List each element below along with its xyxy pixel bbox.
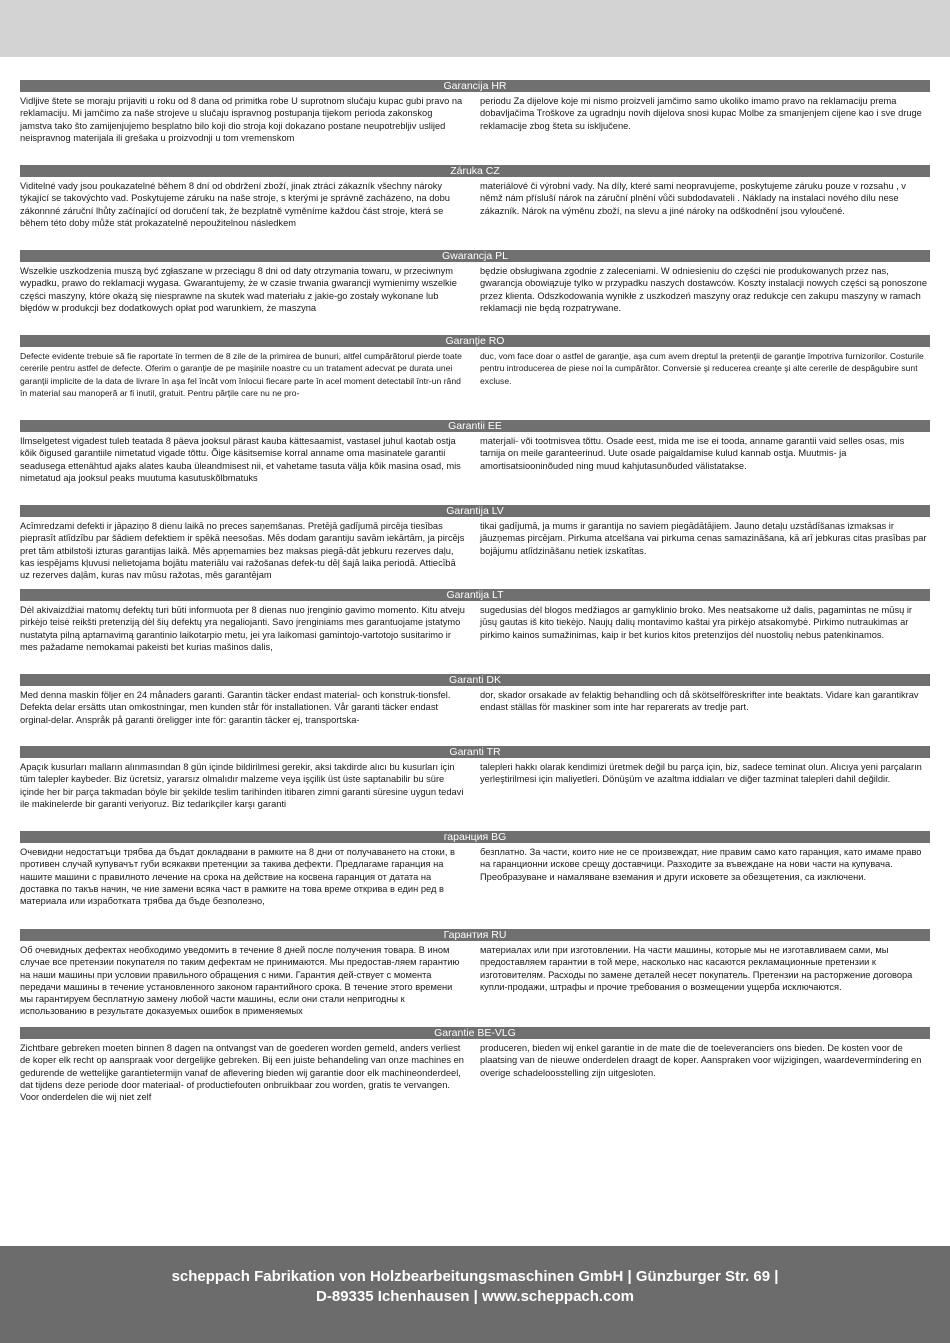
top-gray-band (0, 0, 950, 57)
section-text-right: materiálové či výrobní vady. Na díly, které sami neopravujeme, poskytujeme záruku pouze v rozsahu , v němž nám přísluší nárok na záruční plnění vůči subdodavateli . Náklady na instalaci nového dílu nese zákazník. Nárok na výměnu zboží, na slevu a jiné nároky na odškodnění jsou vyloučené. (480, 181, 906, 216)
section-text-right: produceren, bieden wij enkel garantie in de mate die de toeleveranciers ons bieden. De kosten voor de plaatsing van de nieuwe onderdelen draagt de koper. Aanspraken voor wijzigingen, waardevermindering en overige schadeloosstelling zijn uitgesloten. (480, 1043, 922, 1078)
section-body (20, 846, 930, 907)
section-title: Garanţie RO (20, 335, 930, 347)
section-text-right: duc, vom face doar o astfel de garanţie, aşa cum avem dreptul la pretenţii de garanţie împotriva furnizorilor. Costurile pentru introducerea de piese noi la cumpărător. Conversie şi reducerea creanţe şi alte cererile de despăgubire sunt excluse. (480, 351, 924, 386)
section-ee (20, 420, 930, 484)
section-text-right: материалах или при изготовлении. На части машины, которые мы не изготавливаем сами, мы предоставляем гарантии в той мере, насколько нас касаются рекламационные претензии к изготовителям. Расходы по замене деталей несет покупатель. Претензии на расторжение договора купли-продажи, штрафы и прочие требования о возмещении ущерба исключаются. (480, 945, 913, 992)
section-text-left: Vidljive štete se moraju prijaviti u roku od 8 dana od primitka robe U suprotnom slučaju kupac gubi pravo na reklamaciju. Mi jamčimo za naše strojeve u slučaju ispravnog postupanja tijekom perioda zakonskog jamstva tako što zamijenjujemo besplatno bilo koji dio stroja koji dokazano postane neupotrebljiv uslijed neispravnog materijala ili grešaka u proizvodnji u tom vremenskom (20, 96, 463, 143)
section-title: Garantija LV (20, 505, 930, 517)
section-text-left: Ilmselgetest vigadest tuleb teatada 8 päeva jooksul pärast kauba kättesaamist, vastasel juhul kaotab ostja kõik õigused garantiile nimetatud vigade tõttu. Õige käsitsemise korral anname oma masinatele garantii seadusega ettenähtud ajaks alates kauba üleandmisest nii, et vahetame tasuta välja kõik masina osad, mis nimetatud aja jooksul peaks muutuma kasutuskõlbmatuks (20, 436, 461, 483)
section-title: Garanti TR (20, 746, 930, 758)
section-text-left: Об очевидных дефектах необходимо уведомить в течение 8 дней после получения товара. В ином случае все претензии покупателя по таким дефектам не принимаются. Мы предостав-ляем гарантию на наши машины при условии правильного обращения с ними. Гарантия дей-ствует с момента передачи машины в течение установленного законом гарантийного срока. В течение этого времени мы гарантируем бесплатную замену любой части машины, если они стали непригодны к использованию в результате доказуемых ошибок в применяемых (20, 945, 460, 1017)
section-hr (20, 80, 930, 144)
section-title: Garantija LT (20, 589, 930, 601)
footer-address (0, 1267, 950, 1307)
section-text-left: Med denna maskin följer en 24 månaders garanti. Garantin täcker endast material- och konstruk-tionsfel. Defekta delar ersätts utan omkostningar, men kunden står för installationen. Vår garanti täcker endast orginal-delar. Anspråk på garanti öreligger inte för: garantin täcker ej, transportska- (20, 690, 451, 725)
section-text-left: Dėl akivaizdžiai matomų defektų turi būti informuota per 8 dienas nuo įrenginio gavimo momento. Kitu atveju pirkėjo teisė reikšti pretenziją dėl šių defektų yra negaliojanti. Savo įrenginiams mes garantuojame įstatymo nustatyta pilną aptarnavimą garantinio laikotarpio metu, jei yra laikomasi gamintojo-vartotojo susitarimo ir mes pažadame nemokamai pakeisti bet kurias mašinos dalis, (20, 605, 465, 652)
section-tr (20, 746, 930, 810)
section-body (20, 95, 930, 144)
section-text-right: безплатно. За части, които ние не се произвеждат, ние правим само като гаранция, като имаме право на гаранционни искове срещу доставчици. Разходите за въвеждане на нови части на купувача. Преобразуване и намаляване вземания и други исковете за обезщетения, са изключени. (480, 847, 922, 882)
section-body (20, 1042, 930, 1103)
section-body (20, 761, 930, 810)
section-cz (20, 165, 930, 229)
section-body (20, 265, 930, 314)
section-text-right: sugedusias dėl blogos medžiagos ar gamyklinio broko. Mes neatsakome už dalis, pagamintas ne mūsų ir jūsų gautas iš kito tiekėjo. Naujų dalių montavimo kaštai yra pirkėjo atsakomybė. Pirkimo nutraukimas ar pirkimo kainos sumažinimas, kaip ir bet kurios kitos pretenzijos dėl nuostolių nebus patenkinamos. (480, 605, 913, 640)
footer-band (0, 1246, 950, 1343)
section-text-left: Acīmredzami defekti ir jāpaziņo 8 dienu laikā no preces saņemšanas. Pretējā gadījumā pircēja tiesības pieprasīt atlīdzību par šādiem defektiem ir spēkā neesošas. Mēs dodam garantiju savām iekārtām, ja pircējs pret tām atbilstoši izturas garantijas laikā. Mēs apņemamies bez maksas piegā-dāt jebkuru rezerves daļu, kas iespējams kļuvusi nelietojama bojātu materiālu vai ražošanas defek-tu dēļ šajā laika periodā. Attiecībā uz rezerves daļām, kuras nav mūsu ražotas, mēs garantējam (20, 521, 465, 581)
section-text-right: talepleri hakkı olarak kendimizi üretmek değil bu parça için, biz, sadece teminat olun. Alıcıya yeni parçaların yerleştirilmesi için maliyetleri. Dönüşüm ve azaltma iddiaları ve diğer tazminat talepleri dahil değildir. (480, 762, 922, 785)
section-text-left: Zichtbare gebreken moeten binnen 8 dagen na ontvangst van de goederen worden gemeld, anders verliest de koper elk recht op aanspraak voor dergelijke gebreken. Bij een juiste behandeling van onze machines en gedurende de wettelijke garantietermijn vanaf de aflevering bieden wij garantie door elk machineonderdeel, dat tijdens deze periode door materiaal- of productiefouten onbruikbaar zou worden, gratis te vervangen. Voor onderdelen die wij niet zelf (20, 1043, 464, 1103)
section-text-right: dor, skador orsakade av felaktig behandling och då skötselföreskrifter inte beaktats. Vidare kan garantikrav endast ställas för maskiner som inte har reparerats av tredje part. (480, 690, 919, 713)
section-text-left: Defecte evidente trebuie să fie raportate în termen de 8 zile de la primirea de bunuri, altfel cumpărătorul pierde toate cererile pentru astfel de defecte. Oferim o garanţie de pe maşinile noastre cu un tratament adecvat pe durata unei garanţii implicite de la data de livrare în aşa fel încât vom înlocui fiecare parte în acel moment detectabil într-un rând în material sau manoperă ar fi inutil, gratuit. Pentru părţile care nu ne pro- (20, 351, 462, 398)
section-title: Garancija HR (20, 80, 930, 92)
section-text-left: Wszelkie uszkodzenia muszą być zgłaszane w przeciągu 8 dni od daty otrzymania towaru, w przeciwnym wypadku, prawo do reklamacji wygasa. Gwarantujemy, że w czasie trwania gwarancji wymienimy wszelkie części maszyny, które okażą się niesprawne na skutek wad materiału z jakie-go zostały wykonane lub błędów w produkcji bez dodatkowych opłat pod warunkiem, że maszyna (20, 266, 457, 313)
section-title: Záruka CZ (20, 165, 930, 177)
section-ru (20, 929, 930, 1018)
section-text-right: periodu Za dijelove koje mi nismo proizveli jamčimo samo ukoliko imamo pravo na reklamaciju prema dobavljačima Troškove za ugradnju novih dijelova snosi kupac Molbe za smanjenjem cijene kao i sve druge reklamacije zbog šteta su isključene. (480, 96, 922, 131)
section-body (20, 350, 930, 399)
footer-line-1: scheppach Fabrikation von Holzbearbeitungsmaschinen GmbH | Günzburger Str. 69 | (171, 1268, 779, 1285)
section-lv (20, 505, 930, 581)
section-text-right: materjali- või tootmisvea tõttu. Osade eest, mida me ise ei tooda, anname garantii vaid selles osas, mis tarnija on meile garanteerinud. Uute osade paigaldamise kulud kannab ostja. Muutmis- ja amortisatsiooninõuded ning muud kahjutasunõuded välistatakse. (480, 436, 905, 471)
section-body (20, 689, 930, 726)
section-body (20, 520, 930, 581)
section-text-left: Viditelné vady jsou poukazatelné během 8 dní od obdržení zboží, jinak ztrácí zákazník všechny nároky týkající se takovýchto vad. Poskytujeme záruku na naše stroje, s kterými je správně zacházeno, na dobu zákonnné záruční lhůty začínající od doručení tak, že bezplatně vyměníme každou část stroje, která se během této doby může stát prokazatelně nepoužitelnou následkem (20, 181, 450, 228)
section-title: Garantie BE-VLG (20, 1027, 930, 1039)
section-dk (20, 674, 930, 726)
section-text-right: będzie obsługiwana zgodnie z zaleceniami. W odniesieniu do części nie produkowanych przez nas, gwarancja obowiązuje tylko w przypadku naszych dostawców. Koszty instalacji nowych części są ponoszone przez klienta. Odszkodowania wynikłe z uszkodzeń maszyny oraz redukcje cen zakupu maszyny w ramach reklamacji nie będą rozpatrywane. (480, 266, 927, 313)
section-lt (20, 589, 930, 653)
section-title: Gwarancja PL (20, 250, 930, 262)
section-body (20, 180, 930, 229)
section-text-right: tikai gadījumā, ja mums ir garantija no saviem piegādātājiem. Jauno detaļu uzstādīšanas izmaksas ir jāuzņemas pircējam. Pirkuma atcelšana vai pirkuma cenas samazināšana, kā arī jebkuras citas prasības par bojājumu atlīdzināšanu netiek izskatītas. (480, 521, 927, 556)
section-pl (20, 250, 930, 314)
section-body (20, 944, 930, 1018)
section-title: Гарантия RU (20, 929, 930, 941)
section-title: гаранция BG (20, 831, 930, 843)
section-body (20, 604, 930, 653)
section-text-left: Очевидни недостатъци трябва да бъдат докладвани в рамките на 8 дни от получаването на стоки, в противен случай купувачът губи всякакви претенции за такива дефекти. Предлагаме гаранция на нашите машини с правилното лечение на срока на действие на косвена гаранция от датата на доставка по такъв начин, че ние замени всяка част в рамките на това време открива в един ред в материала или изработката трябва да бъде безполезно, (20, 847, 455, 907)
section-ro (20, 335, 930, 399)
section-body (20, 435, 930, 484)
section-title: Garanti DK (20, 674, 930, 686)
section-be-vlg (20, 1027, 930, 1103)
section-title: Garantii EE (20, 420, 930, 432)
section-text-left: Apaçık kusurları malların alınmasından 8 gün içinde bildirilmesi gerekir, aksi takdirde alıcı bu kusurları için tüm talepler kaybeder. Biz ücretsiz, yararsız olmalıdır malzeme veya işçilik üst üste saptanabilir bu süre içinde her bir parça takmadan böyle bir şekilde teslim tarihinden itibaren zimni garanti süresine uygun tedavi ile makinelerde bir garanti veriyoruz. Biz tedarikçiler karşı garanti (20, 762, 464, 809)
section-bg (20, 831, 930, 907)
footer-line-2: D-89335 Ichenhausen | www.scheppach.com (316, 1288, 634, 1305)
